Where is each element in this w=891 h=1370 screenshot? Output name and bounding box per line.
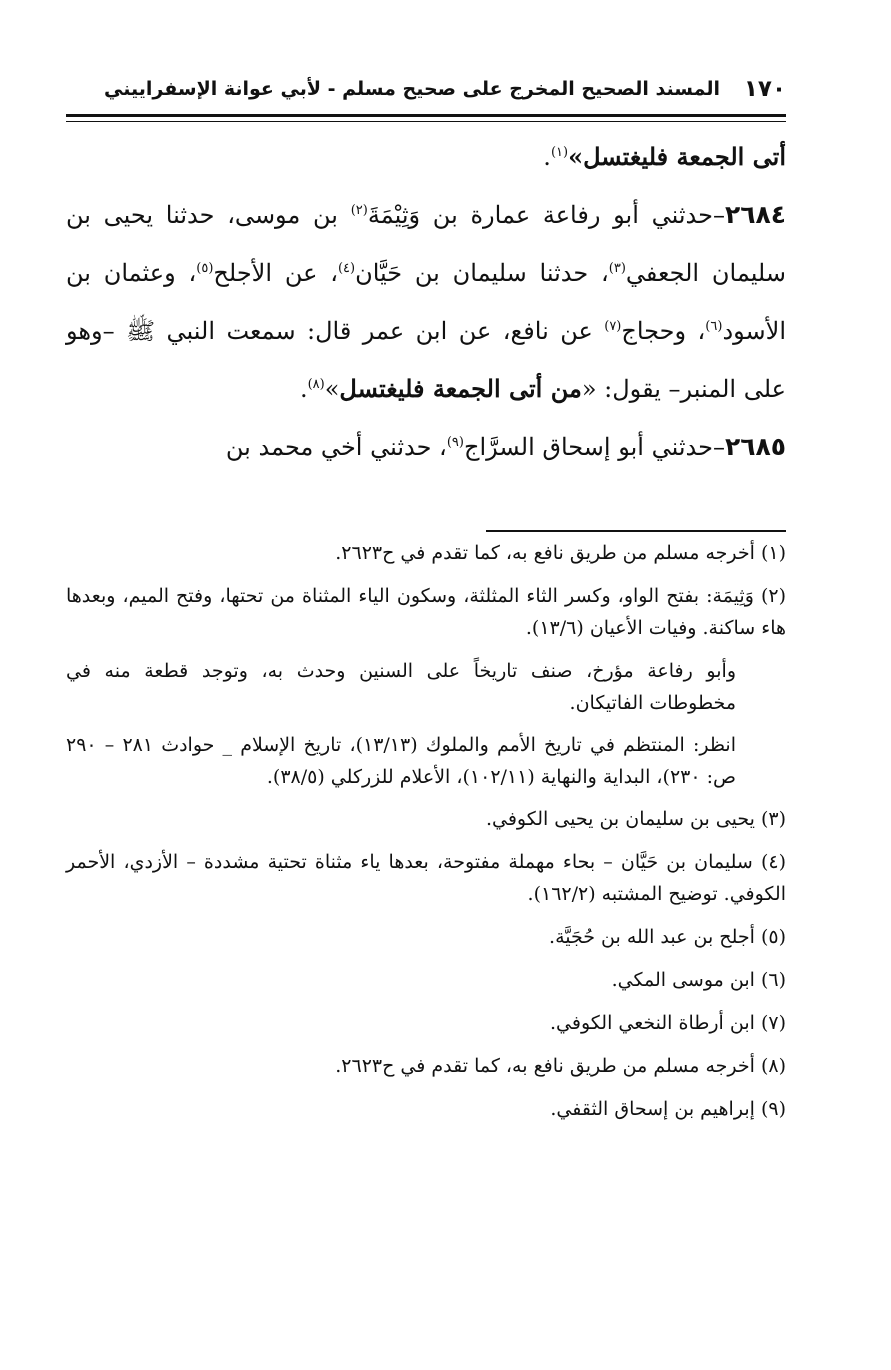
- footnote-2: (٢) وَثِيمَة: بفتح الواو، وكسر الثاء المثلثة، وسكون الياء المثناة من تحتها، وفتح الميم، وبعدها هاء ساكنة. وفيات الأعيان (١٣/٦).: [66, 585, 787, 639]
- footnote-7: (٧) ابن أرطاة النخعي الكوفي.: [550, 1012, 786, 1034]
- footnote-number: (٩): [760, 1098, 786, 1120]
- footnote-number: (٢): [760, 585, 787, 607]
- footnote-number: (٣): [760, 808, 786, 830]
- footnote-ref: (٦): [705, 319, 723, 334]
- footnote-8: (٨) أخرجه مسلم من طريق نافع به، كما تقدم في ح٢٦٢٣.: [335, 1055, 786, 1077]
- footnote-ref: (٥): [196, 261, 214, 276]
- main-text: [66, 128, 786, 476]
- footnote-ref: (٤): [337, 261, 356, 276]
- footnote-4: (٤) سليمان بن حَيَّان – بحاء مهملة مفتوحة، بعدها ياء مثناة تحتية مشددة – الأزدي، الأحمر الكوفي. توضيح المشتبه (١٦٢/٢).: [66, 851, 786, 905]
- opening-line: أتى الجمعة فليغتسل»$^{(١)}$.: [543, 142, 786, 171]
- footnote-1: (١) أخرجه مسلم من طريق نافع به، كما تقدم في ح٢٦٢٣.: [335, 542, 786, 564]
- footnote-number: (٦): [760, 969, 786, 991]
- page-number: ١٧٠: [743, 76, 786, 102]
- footnote-ref: (٣): [608, 261, 626, 276]
- footnote-number: (٤): [760, 851, 786, 873]
- footnote-number: (٥): [760, 926, 786, 948]
- footnote-number: (٧): [760, 1012, 786, 1034]
- hadith-end-text: أتى الجمعة فليغتسل»: [568, 142, 786, 171]
- hadith-text: من أتى الجمعة فليغتسل: [339, 374, 582, 403]
- footnote-ref: (٢): [350, 203, 368, 218]
- footnote-ref: (١): [550, 145, 569, 160]
- hadith-2685: ٢٦٨٥–حدثني أبو إسحاق السرَّاج$^{(٩)}$، حدثني أخي محمد بن: [225, 432, 786, 461]
- footnotes: [66, 537, 786, 1136]
- footnote-9: (٩) إبراهيم بن إسحاق الثقفي.: [550, 1098, 786, 1120]
- hadith-number: ٢٦٨٥: [724, 432, 786, 461]
- hadith-2684: ٢٦٨٤–حدثني أبو رفاعة عمارة بن وَثِيْمَةَ$^{(٢)}$ بن موسى، حدثنا يحيى بن سليمان الجعفي$^{(٣)}$، حدثنا سليمان بن حَيَّان$^{(٤)}$، عن الأجلح$^{(٥)}$، وعثمان بن الأسود$^{(٦)}$، وحجاج$^{(٧)}$ عن نافع، عن ابن عمر قال: سمعت النبي ﷺ –وهو على المنبر– يقول: «من أتى الجمعة فليغتسل»$^{(٨)}$.: [66, 200, 786, 403]
- footnote-2-continuation: وأبو رفاعة مؤرخ، صنف تاريخاً على السنين وحدث به، وتوجد قطعة منه في مخطوطات الفاتيكان.: [66, 660, 736, 714]
- footnote-number: (١): [760, 542, 786, 564]
- footnote-ref: (٨): [307, 377, 325, 392]
- footnote-ref: (٩): [446, 435, 464, 450]
- footnote-3: (٣) يحيى بن سليمان بن يحيى الكوفي.: [485, 808, 786, 830]
- footnote-2-continuation: انظر: المنتظم في تاريخ الأمم والملوك (١٣/١٣)، تاريخ الإسلام _ حوادث ٢٨١ – ٢٩٠ ص: ٢٣٠)، البداية والنهاية (١٠٢/١١)، الأعلام للزركلي (٣٨/٥).: [66, 734, 736, 788]
- header-rule-thick: [66, 114, 786, 117]
- page-header: [66, 72, 786, 116]
- footnote-5: (٥) أجلح بن عبد الله بن حُجَيَّة.: [549, 926, 786, 948]
- footnote-separator: [486, 530, 786, 532]
- footnote-6: (٦) ابن موسى المكي.: [611, 969, 786, 991]
- footnote-number: (٨): [760, 1055, 786, 1077]
- running-title: المسند الصحيح المخرج على صحيح مسلم - لأبي عوانة الإسفراييني: [104, 78, 720, 100]
- hadith-number: ٢٦٨٤: [724, 200, 786, 229]
- footnote-ref: (٧): [604, 319, 622, 334]
- header-rule-thin: [66, 121, 786, 122]
